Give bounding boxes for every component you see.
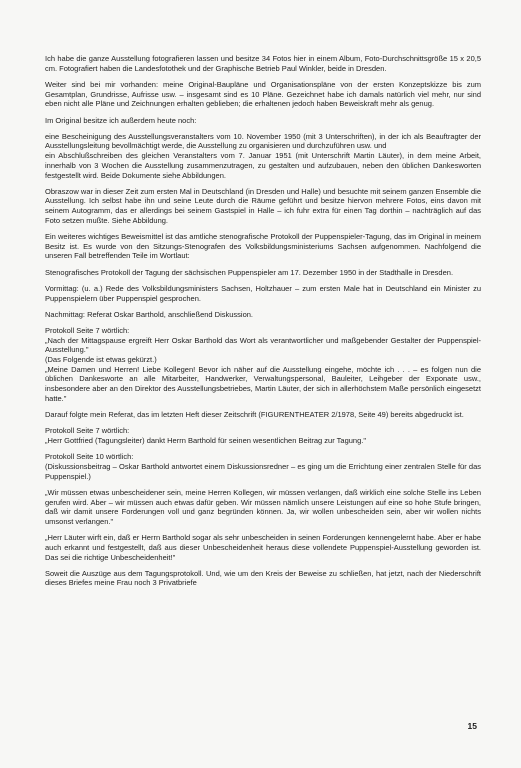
body-text — [45, 54, 481, 588]
page-number: 15 — [467, 721, 477, 731]
paragraph-protocol-page7-b: Protokoll Seite 7 wörtlich: „Herr Gottfried (Tagungsleiter) dankt Herrn Barthold für seinen wesentlichen Beitrag zur Tagung." — [45, 426, 367, 445]
paragraph-plans: Weiter sind bei mir vorhanden: meine Original-Baupläne und Organisationspläne von der ersten Konzeptskizze bis zum Gesamtplan, Grundrisse, Aufrisse usw. – insgesamt sind es 10 Pläne. Gezeichnet habe ich damals natürlich viel mehr, nur sind eben nicht alle Pläne und Zeichnungen erhalten geblieben; die erhaltenen jedoch haben Beweiskraft mehr als genug. — [45, 79, 481, 109]
paragraph-closing: Soweit die Auszüge aus dem Tagungsprotokoll. Und, wie um den Kreis der Beweise zu schließen, hat jetzt, nach der Niederschrift dieses Briefes meine Frau noch 3 Privatbriefe — [45, 568, 481, 588]
paragraph-originals-intro: Im Original besitze ich außerdem heute noch: — [45, 115, 197, 125]
paragraph-quote-unbescheiden: „Wir müssen etwas unbescheidener sein, meine Herren Kollegen, wir müssen verlangen, daß wirklich eine solche Stelle ins Leben gerufen wird. Aber – wir müssen auch etwas dafür geben. Wir müssen nämlich unsere Leistungen auf eine so hohe Stufe bringen, daß wir damit unsere Forderungen voll und ganz begründen können. Ja, wir wollen unbescheiden sein, aber wir wollen nichts umsonst verlangen." — [45, 487, 481, 526]
paragraph-obraszow: Obraszow war in dieser Zeit zum ersten Mal in Deutschland (in Dresden und Halle) und besuchte mit seinem ganzen Ensemble die Ausstellung. Ich selbst habe ihn und seine Leute durch die Räume geführt und besitze hiervon mehrere Fotos, eins davon mit seinem Autogramm, das er allerdings bei seinem Gastspiel in Halle – ich fuhr extra für einen Tag dorthin – nachträglich auf das Foto setzen mußte. Siehe Abbildung. — [45, 186, 481, 225]
paragraph-protocol-page10: Protokoll Seite 10 wörtlich: (Diskussionsbeitrag – Oskar Barthold antwortet einem Diskussionsredner – es ging um die Errichtung einer zentralen Stelle für das Puppenspiel.) — [45, 452, 481, 481]
paragraph-protocol-evidence: Ein weiteres wichtiges Beweismittel ist das amtliche stenografische Protokoll der Puppenspieler-Tagung, das im Original in meinem Besitz ist. Es wurde von den Sitzungs-Stenografen des Volksbildungsministeriums Sachsen aufgenommen. Nachfolgend die unseren Fall betreffenden Teile im Wortlaut: — [45, 232, 481, 261]
paragraph-afternoon: Nachmittag: Referat Oskar Barthold, anschließend Diskussion. — [45, 309, 254, 319]
paragraph-protocol-title: Stenografisches Protokoll der Tagung der sächsischen Puppenspieler am 17. Dezember 1950 in der Stadthalle in Dresden. — [45, 267, 454, 277]
paragraph-quote-laeuter: „Herr Läuter wirft ein, daß er Herrn Barthold sogar als sehr unbescheiden in seinen Forderungen kennengelernt habe. Aber er habe auch erkannt und festgestellt, daß aus dieser Unbescheidenheit heraus diese vollendete Puppenspiel-Ausstellung geworden ist. Das sei die richtige Unbescheidenheit!" — [45, 533, 481, 562]
paragraph-referat: Darauf folgte mein Referat, das im letzten Heft dieser Zeitschrift (FIGURENTHEATER 2/1978, Seite 49) bereits abgedruckt ist. — [45, 410, 464, 420]
paragraph-certificates: eine Bescheinigung des Ausstellungsveranstalters vom 10. November 1950 (mit 3 Unterschriften), in der ich als Beauftragter der Ausstellungsleitung bevollmächtigt werde, die Ausstellung zu organisieren und durchzuführen usw. und ein Abschlußschreiben des gleichen Veranstalters vom 7. Januar 1951 (mit Unterschrift Martin Läuter), in dem meine Arbeit, innerhalb von 3 Wochen die Ausstellung zusammenzutragen, zu gestalten und aufzubauen, neben den üblichen Dankesworten festgestellt wird. Beide Dokumente siehe Abbildungen. — [45, 131, 481, 180]
paragraph-protocol-page7-a: Protokoll Seite 7 wörtlich: „Nach der Mittagspause ergreift Herr Oskar Barthold das Wort als verantwortlicher und maßgebender Gestalter der Puppenspiel-Ausstellung." (Das Folgende ist etwas gekürzt.) „Meine Damen und Herren! Liebe Kollegen! Bevor ich näher auf die Ausstellung eingehe, möchte ich . . . – es folgen nun die üblichen Dankesworte an alle Mitarbeiter, Handwerker, Verwaltungspersonal, Bauleiter, Leihgeber der Exponate usw., insbesondere aber an den Direktor des Ausstellungsbetriebes, Martin Läuter, der sich in allerhöchstem Maße persönlich eingesetzt hatte." — [45, 325, 481, 403]
paragraph-morning: Vormittag: (u. a.) Rede des Volksbildungsministers Sachsen, Holtzhauer – zum ersten Male hat in Deutschland ein Minister zu Puppenspielern über Puppenspiel gesprochen. — [45, 283, 481, 303]
paragraph-photos: Ich habe die ganze Ausstellung fotografieren lassen und besitze 34 Fotos hier in einem Album, Foto-Durchschnittsgröße 15 x 20,5 cm. Fotografiert haben die Landesfotothek und der Graphische Betrieb Paul Winkler, beide in Dresden. — [45, 54, 481, 73]
